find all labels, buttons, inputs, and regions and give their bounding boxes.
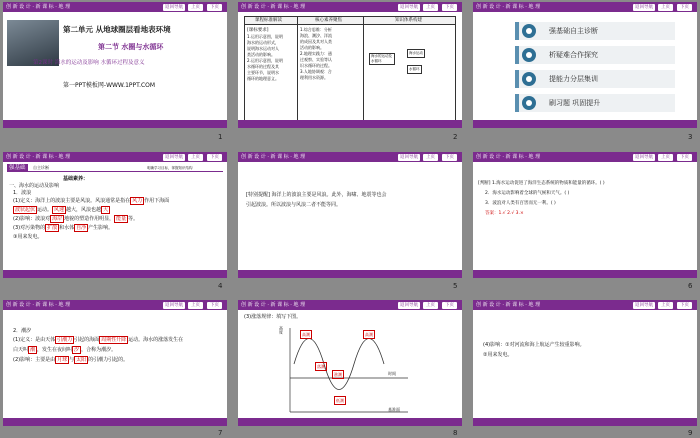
slide-footer — [238, 418, 462, 426]
label-low-tide: 低潮 — [336, 398, 344, 403]
line-1: (1)定义：是由天体 引潮力 引起的海面 周期性升降 运动。海水的涨落发生在 — [13, 337, 184, 343]
slide-header — [238, 300, 462, 310]
line-4: (3)对污染物的 扩散 和水体 自净 产生影响。 — [13, 225, 114, 231]
slide-footer — [473, 120, 697, 128]
tip-line-2: 引起波浪。所以波浪与风浪二者不能等同。 — [246, 202, 342, 208]
section-tag-sub: 自主诊断 — [33, 165, 49, 170]
list-line: 的成因及其对人类 — [300, 39, 332, 44]
next-page-button[interactable]: 下页 — [207, 302, 222, 309]
list-line: 识水循环的过程。 — [300, 63, 332, 68]
label-rising: 涨潮 — [334, 372, 342, 377]
list-line: 海浪、潮汐、洋流 — [300, 33, 332, 38]
next-page-button[interactable]: 下页 — [442, 302, 457, 309]
slide-footer — [473, 418, 697, 426]
label-falling: 落潮 — [317, 364, 325, 369]
overview-table — [244, 16, 456, 122]
back-nav-button[interactable]: 返回导航 — [635, 154, 653, 160]
slide-header — [473, 2, 697, 12]
slide-4[interactable] — [3, 152, 227, 278]
next-page-button[interactable]: 下页 — [207, 154, 222, 161]
unit-title: 第二单元 从地球圈层看地表环境 — [63, 25, 171, 34]
list-line: 水循环的过程及其 — [247, 64, 279, 69]
prev-page-button[interactable]: 上页 — [423, 154, 438, 161]
knowledge-branch-b: 水循环 — [407, 65, 422, 74]
diagram-title: (3)涨落规律：填写下图。 — [244, 314, 302, 320]
label-high-tide-1: 高潮 — [302, 332, 310, 337]
slide-3[interactable] — [473, 2, 697, 128]
bullet-icon — [522, 96, 536, 110]
list-line: 过观察、实验等认 — [300, 57, 332, 62]
brand-text: 创 新 设 计 · 新 课 标 · 地 理 — [6, 302, 71, 308]
slide-8[interactable] — [238, 300, 462, 426]
slide-footer — [3, 270, 227, 278]
section-title: 第二节 水圈与水循环 — [98, 43, 164, 51]
brand-text: 创 新 设 计 · 新 课 标 · 地 理 — [241, 154, 306, 160]
line-2: 白天叫 潮 ，发生在夜间叫 汐 ，合称为潮汐。 — [13, 347, 117, 353]
brand-text: 创 新 设 计 · 新 课 标 · 地 理 — [6, 154, 71, 160]
list-line: 2.地理实践力：通 — [300, 51, 332, 56]
menu-item-1[interactable]: 强基础自主诊断 — [515, 22, 675, 40]
tip-line-1: [特别提醒] 海洋上的波浪主要是风浪。此外，海啸、地震等也会 — [246, 192, 387, 198]
section-banner — [7, 164, 223, 172]
x-axis-label: 时间 — [388, 371, 396, 376]
page-number-2: 2 — [453, 133, 458, 141]
prev-page-button[interactable]: 上页 — [423, 4, 438, 11]
slide-9[interactable] — [473, 300, 697, 426]
bullet-icon — [522, 24, 536, 38]
site-text: 第一PPT模板网-WWW.1PPT.COM — [63, 82, 156, 89]
tide-diagram — [238, 320, 462, 420]
line-2: 波状起伏 运动。 风速 越大，风浪也越 大 — [15, 207, 109, 213]
list-line: 说明海水运动对人 — [247, 46, 279, 51]
line-3: (2)影响：主要是由 月球 与 太阳 的引潮力引起的。 — [13, 357, 129, 363]
judge-1: [判断] 1.海水运动促进了海洋生态系统的物质和能量的循环。( ) — [478, 181, 605, 186]
slide-header — [3, 2, 227, 12]
list-line: 2.运用示意图，说明 — [247, 58, 283, 63]
label-datum: 基准面 — [388, 407, 400, 412]
label-high-tide-2: 高潮 — [365, 332, 373, 337]
bullet-icon — [522, 48, 536, 62]
next-page-button[interactable]: 下页 — [677, 154, 692, 161]
brand-text: 创 新 设 计 · 新 课 标 · 地 理 — [241, 4, 306, 10]
section-tag: 强基础 — [9, 165, 26, 171]
slide-footer — [238, 120, 462, 128]
brand-text: 创 新 设 计 · 新 课 标 · 地 理 — [476, 154, 541, 160]
page-number-7: 7 — [218, 429, 223, 437]
menu-item-4[interactable]: 刷习题 巩固提升 — [515, 94, 675, 112]
col-standards: 课程标准解读 — [255, 18, 282, 23]
slide-1[interactable] — [3, 2, 227, 128]
slide-header — [3, 152, 227, 162]
list-line: 海水的运动形式， — [247, 40, 279, 45]
impact-line-1: (4)影响：①对河流和海上航运产生较重影响。 — [483, 342, 585, 348]
knowledge-center: 海水的运动及水循环 — [369, 53, 395, 65]
page-number-5: 5 — [453, 282, 458, 290]
prev-page-button[interactable]: 上页 — [658, 4, 673, 11]
list-line: 1.运用示意图，说明 — [247, 34, 283, 39]
slide-footer — [3, 120, 227, 128]
brand-text: 创 新 设 计 · 新 课 标 · 地 理 — [6, 4, 71, 10]
back-nav-button[interactable]: 返回导航 — [635, 4, 653, 10]
next-page-button[interactable]: 下页 — [442, 154, 457, 161]
list-line: 1.综合思维：分析 — [300, 27, 332, 32]
page-number-4: 4 — [218, 282, 223, 290]
line-1: (1)定义：海洋上的波浪主要是风浪。风浪通常是指在 风力 作用下海面 — [13, 198, 170, 204]
basic-title: 基础素养： — [63, 176, 89, 182]
answer: 答案：1.√ 2.√ 3.× — [485, 211, 524, 216]
standards-title: [课标要求] — [247, 28, 269, 33]
line-3: (2)影响：波浪对 海岸 地貌的塑造作用明显， 能量 等。 — [13, 216, 139, 222]
page-number-1: 1 — [218, 133, 223, 141]
slide-5[interactable] — [238, 152, 462, 278]
heading: 2．潮汐 — [13, 328, 32, 334]
slide-6[interactable] — [473, 152, 697, 278]
list-line: 主要环节，说明水 — [247, 70, 279, 75]
line-5: ③用来发电。 — [13, 234, 43, 240]
judge-2: 2．海水运动影响着全球的气候和天气。( ) — [485, 191, 570, 196]
menu-item-3[interactable]: 提能力分层集训 — [515, 70, 675, 88]
section-tag-right: 明确学习目标，掌握知识结构 — [147, 166, 193, 170]
prev-page-button[interactable]: 上页 — [188, 154, 203, 161]
slide-footer — [3, 418, 227, 426]
brand-text: 创 新 设 计 · 新 课 标 · 地 理 — [241, 302, 306, 308]
back-nav-button[interactable]: 返回导航 — [400, 302, 418, 308]
y-axis-label: 高度 — [279, 326, 284, 334]
lesson-title: 第2课时 海水的运动及影响 水循环过程及意义 — [33, 60, 145, 66]
slide-footer — [473, 270, 697, 278]
heading-2: 1．波浪 — [13, 190, 32, 196]
page-number-6: 6 — [688, 282, 693, 290]
slide-header — [238, 152, 462, 162]
col-core: 核心素养聚焦 — [315, 18, 342, 23]
slide-7[interactable] — [3, 300, 227, 426]
back-nav-button[interactable]: 返回导航 — [400, 4, 418, 10]
page-number-8: 8 — [453, 429, 458, 437]
bullet-icon — [522, 72, 536, 86]
prev-page-button[interactable]: 上页 — [423, 302, 438, 309]
back-nav-button[interactable]: 返回导航 — [165, 302, 183, 308]
col-knowledge: 知识体系构建 — [395, 18, 422, 23]
slide-footer — [238, 270, 462, 278]
prev-page-button[interactable]: 上页 — [188, 4, 203, 11]
list-line: 3.人地协调观：合 — [300, 69, 332, 74]
back-nav-button[interactable]: 返回导航 — [165, 154, 183, 160]
prev-page-button[interactable]: 上页 — [658, 154, 673, 161]
slide-header — [238, 2, 462, 12]
judge-3: 3．波浪对人类有百害而无一利。( ) — [485, 201, 556, 206]
slide-header — [3, 300, 227, 310]
brand-text: 创 新 设 计 · 新 课 标 · 地 理 — [476, 4, 541, 10]
next-page-button[interactable]: 下页 — [207, 4, 222, 11]
slide-2[interactable] — [238, 2, 462, 128]
knowledge-map — [369, 45, 453, 85]
slide-header — [473, 152, 697, 162]
back-nav-button[interactable]: 返回导航 — [165, 4, 183, 10]
page-number-9: 9 — [688, 429, 693, 437]
menu-item-2[interactable]: 析疑难合作探究 — [515, 46, 675, 64]
back-nav-button[interactable]: 返回导航 — [400, 154, 418, 160]
list-line: 活动的影响。 — [300, 45, 324, 50]
next-page-button[interactable]: 下页 — [677, 302, 692, 309]
slide-header — [473, 300, 697, 310]
page-number-3: 3 — [688, 133, 693, 141]
prev-page-button[interactable]: 上页 — [188, 302, 203, 309]
knowledge-branch-a: 海水运动 — [407, 49, 425, 58]
heading-1: 一、海水的运动及影响 — [9, 183, 60, 189]
list-line: 类活动的影响。 — [247, 52, 275, 57]
list-line: 循环的地理意义。 — [247, 76, 279, 81]
prev-page-button[interactable]: 上页 — [658, 302, 673, 309]
list-line: 理利用水资源。 — [300, 75, 328, 80]
next-page-button[interactable]: 下页 — [442, 4, 457, 11]
back-nav-button[interactable]: 返回导航 — [635, 302, 653, 308]
brand-text: 创 新 设 计 · 新 课 标 · 地 理 — [476, 302, 541, 308]
impact-line-2: ②用来发电。 — [483, 352, 513, 358]
next-page-button[interactable]: 下页 — [677, 4, 692, 11]
